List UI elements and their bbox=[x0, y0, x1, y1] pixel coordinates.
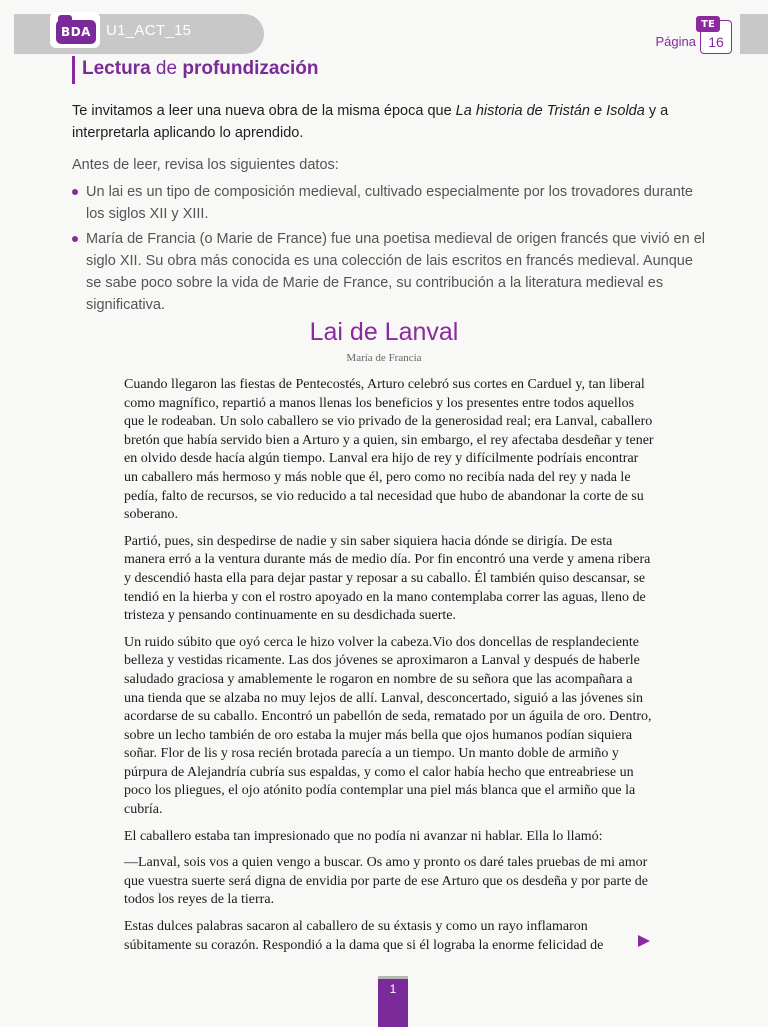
section-title-connector: de bbox=[150, 58, 183, 79]
story-paragraph: El caballero estaba tan impresionado que no podía ni avanzar ni hablar. Ella lo llamó: bbox=[124, 828, 603, 844]
bullet-dot-icon bbox=[72, 189, 78, 195]
section-title-part-1: Lectura bbox=[82, 58, 151, 79]
info-bullet-list bbox=[72, 181, 712, 319]
header-right-band bbox=[740, 14, 768, 54]
story-paragraph: Partió, pues, sin despedirse de nadie y sin saber siquiera hacia dónde se dirigía. De esta manera erró a la ventura durante más de medio día. Por fin encontró una verde y amena ribera y descendió hasta ella para dejar pastar y reposar a su caballo. Él también quiso descansar, se tendió en la hierba y con el rostro apoyado en la mano contemplaba correr las aguas, lleno de tristeza y pensando continuamente en su desdichada suerte. bbox=[124, 533, 651, 624]
story-title: Lai de Lanval bbox=[309, 318, 459, 346]
intro-text-after: y a interpretarla aplicando lo aprendido. bbox=[72, 103, 669, 141]
intro-paragraph bbox=[72, 100, 712, 144]
page-label: Página bbox=[655, 34, 696, 49]
section-marker bbox=[72, 56, 75, 84]
story-paragraph: Cuando llegaron las fiestas de Pentecostés, Arturo celebró sus cortes en Carduel y, tan liberal como magnífico, repartió a manos llenas los beneficios y los presentes entre todos aquellos que le rodeaban. Un solo caballero se vio privado de la generosidad real; era Lanval, caballero bretón que había servido bien a Arturo y a quien, sin embargo, el rey afectaba desdeñar y tener en olvido desde hacía algún tiempo. Lanval era hijo de rey y difícilmente podríais encontrar un caballero más hermoso y más noble que él, pero como no recibía nada del rey y nada le pedía, falto de recursos, se vio reducido a tal necesidad que hubo de abandonar la corte de su soberano. bbox=[124, 377, 654, 523]
te-tag: TE bbox=[696, 16, 720, 32]
bda-folder-icon[interactable] bbox=[56, 20, 96, 44]
story-author: María de Francia bbox=[346, 352, 422, 364]
intro-italic-title: La historia de Tristán e Isolda bbox=[455, 103, 645, 119]
section-title bbox=[82, 58, 319, 80]
footer-page-number: 1 bbox=[389, 982, 397, 996]
activity-code: U1_ACT_15 bbox=[106, 22, 192, 39]
info-bullet bbox=[72, 181, 712, 225]
section-title-part-2: profundización bbox=[182, 58, 319, 79]
before-reading-heading: Antes de leer, revisa los siguientes datos: bbox=[72, 157, 339, 173]
page-number: 16 bbox=[708, 34, 724, 50]
bullet-text: Un lai es un tipo de composición medieval, cultivado especialmente por los trovadores durante los siglos XII y XIII. bbox=[86, 184, 693, 222]
bullet-dot-icon bbox=[72, 236, 78, 242]
story-paragraph: —Lanval, sois vos a quien vengo a buscar. Os amo y pronto os daré tales pruebas de mi amor que vuestra suerte será digna de envidia por parte de ese Arturo que os desdeña y por parte de todos los reyes de la tierra. bbox=[124, 855, 649, 908]
info-bullet bbox=[72, 228, 712, 316]
bullet-text: María de Francia (o Marie de France) fue una poetisa medieval de origen francés que vivió en el siglo XII. Su obra más conocida es una colección de lais escritos en francés medieval. Aunque se sabe poco sobre la vida de Marie de France, su contribución a la literatura medieval es significativa. bbox=[86, 231, 705, 313]
continue-arrow-icon[interactable] bbox=[638, 935, 650, 947]
intro-text-before: Te invitamos a leer una nueva obra de la misma época que bbox=[72, 103, 456, 119]
top-bar bbox=[0, 0, 768, 56]
story-paragraph: Estas dulces palabras sacaron al caballero de su éxtasis y como un rayo inflamaron súbitamente su corazón. Respondió a la dama que si él lograba la enorme felicidad de bbox=[124, 919, 604, 953]
story-paragraph: Un ruido súbito que oyó cerca le hizo volver la cabeza.Vio dos doncellas de resplandeciente belleza y vestidas ricamente. Las dos jóvenes se aproximaron a Lanval y después de haberle saludado graciosa y amablemente le rogaron en nombre de su señora que las acompañara a una tienda que se alzaba no muy lejos de allí. Lanval, desconcertado, siguió a las jóvenes sin acordarse de su caballo. Encontró un pabellón de seda, rematado por un águila de oro. Dentro, sobre un lecho también de oro estaba la mujer más bella que ojos humanos podían siquiera soñar. Flor de lis y rosa recién brotada parecía a un tiempo. Un manto doble de armiño y púrpura de Alejandría cubría sus espaldas, y como el calor había hecho que entreabriese un poco los pliegues, el ojo atónito podía contemplar una piel más blanca que el armiño que la cubría. bbox=[124, 634, 652, 818]
story-body bbox=[124, 376, 654, 963]
bda-label: BDA bbox=[61, 25, 91, 39]
